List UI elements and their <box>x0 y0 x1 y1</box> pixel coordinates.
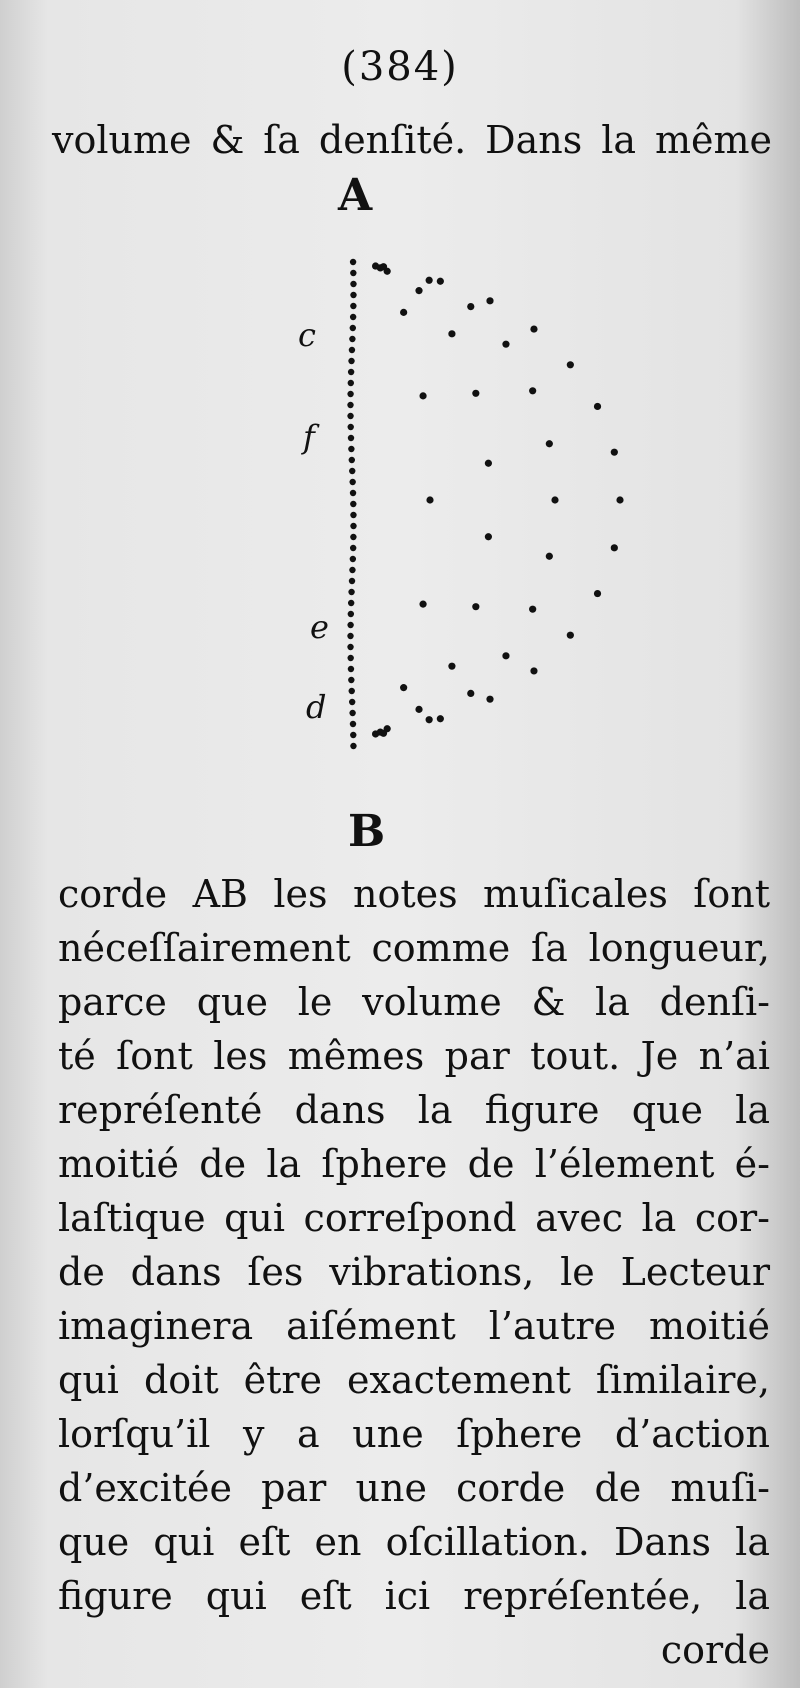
string-dot <box>349 699 355 705</box>
string-dot <box>349 336 355 342</box>
sphere-dot <box>467 303 474 310</box>
sphere-dot <box>611 449 618 456</box>
sphere-dot <box>437 278 444 285</box>
body-line: moitié de la ſphere de l’élement é- <box>58 1142 770 1186</box>
string-dot <box>347 655 353 661</box>
top-text-line: volume & ſa denſité. Dans la même <box>52 118 772 162</box>
figure-mark-d: d <box>306 688 327 726</box>
string-dot <box>347 622 353 628</box>
sphere-dot <box>530 667 537 674</box>
string-dot <box>348 380 354 386</box>
string-dot <box>348 666 354 672</box>
body-line: laſtique qui correſpond avec la cor- <box>58 1196 770 1240</box>
body-line: d’excitée par une corde de muſi- <box>58 1466 770 1510</box>
sphere-dot <box>472 390 479 397</box>
sphere-dot <box>485 460 492 467</box>
string-dot <box>347 402 353 408</box>
string-dot <box>349 347 355 353</box>
string-dot <box>350 270 356 276</box>
sphere-dot <box>448 330 455 337</box>
string-dot <box>347 644 353 650</box>
sphere-dot <box>529 606 536 613</box>
string-dot <box>350 292 356 298</box>
vibrating-string <box>347 259 356 749</box>
body-line: qui doit être exactement ſimilaire, <box>58 1358 770 1402</box>
string-dot <box>348 600 354 606</box>
sphere-dot <box>467 690 474 697</box>
sphere-dot <box>567 361 574 368</box>
body-line: figure qui eſt ici repréſentée, la <box>58 1574 770 1618</box>
string-dot <box>349 567 355 573</box>
sphere-dot <box>486 696 493 703</box>
sphere-dot <box>419 392 426 399</box>
string-dot <box>348 435 354 441</box>
figure-mark-f: f <box>303 418 315 456</box>
string-dot <box>350 501 356 507</box>
string-dot <box>347 633 353 639</box>
string-dot <box>348 358 354 364</box>
sphere-dot <box>448 663 455 670</box>
figure-label-b: B <box>348 806 386 857</box>
string-dot <box>349 468 355 474</box>
sphere-dot <box>415 706 422 713</box>
sphere-dot <box>485 533 492 540</box>
body-line: repréſenté dans la figure que la <box>58 1088 770 1132</box>
body-line: corde AB les notes muſicales ſont <box>58 872 770 916</box>
string-dot <box>349 710 355 716</box>
body-line: imaginera aiſément l’autre moitié <box>58 1304 770 1348</box>
string-dot <box>350 556 356 562</box>
string-dot <box>347 391 353 397</box>
sphere-dot <box>419 601 426 608</box>
sphere-dot <box>546 440 553 447</box>
sphere-dot <box>546 553 553 560</box>
sphere-dot <box>486 297 493 304</box>
body-line: que qui eſt en oſcillation. Dans la <box>58 1520 770 1564</box>
sphere-dot <box>400 684 407 691</box>
sphere-dot <box>426 496 433 503</box>
string-dot <box>350 545 356 551</box>
figure-label-a: A <box>338 170 373 221</box>
body-line: corde <box>660 1628 770 1672</box>
sphere-dot <box>611 544 618 551</box>
body-line: lorſqu’il y a une ſphere d’action <box>58 1412 770 1456</box>
string-dot <box>349 457 355 463</box>
page-number: (384) <box>341 44 459 90</box>
sphere-dot <box>426 277 433 284</box>
sphere-dot <box>529 387 536 394</box>
sphere-dot <box>426 716 433 723</box>
sphere-dot <box>551 496 558 503</box>
string-dot <box>350 325 356 331</box>
string-dot <box>350 732 356 738</box>
body-line: néceſſairement comme ſa longueur, <box>58 926 770 970</box>
body-line: té ſont les mêmes par tout. Je n’ai <box>58 1034 770 1078</box>
sphere-dot <box>616 496 623 503</box>
sphere-dot <box>384 268 391 275</box>
string-dot <box>349 688 355 694</box>
string-dot <box>350 721 356 727</box>
string-dot <box>349 479 355 485</box>
string-dot <box>350 512 356 518</box>
string-dot <box>350 259 356 265</box>
string-dot <box>348 424 354 430</box>
sphere-dot <box>530 325 537 332</box>
sphere-dot <box>594 403 601 410</box>
body-line: de dans ſes vibrations, le Lecteur <box>58 1250 770 1294</box>
sphere-dot <box>472 603 479 610</box>
sphere-dot <box>502 341 509 348</box>
string-dot <box>350 523 356 529</box>
string-dot <box>350 314 356 320</box>
string-dot <box>347 413 353 419</box>
string-dot <box>348 677 354 683</box>
string-dot <box>350 534 356 540</box>
string-dot <box>349 578 355 584</box>
sphere-dot <box>384 725 391 732</box>
sphere-dot <box>415 287 422 294</box>
sphere-dot <box>567 632 574 639</box>
figure-mark-e: e <box>310 608 329 646</box>
sphere-dot <box>594 590 601 597</box>
sphere-dot <box>502 652 509 659</box>
string-dot <box>348 589 354 595</box>
string-dot <box>350 303 356 309</box>
string-dot <box>350 281 356 287</box>
body-line: parce que le volume & la denſi- <box>58 980 770 1024</box>
string-dot <box>348 446 354 452</box>
figure-mark-c: c <box>298 316 316 354</box>
sphere-dot <box>400 309 407 316</box>
elastic-sphere-dots <box>372 262 624 737</box>
sphere-dot <box>437 715 444 722</box>
string-dot <box>350 743 356 749</box>
string-dot <box>348 611 354 617</box>
string-dot <box>350 490 356 496</box>
string-dot <box>348 369 354 375</box>
